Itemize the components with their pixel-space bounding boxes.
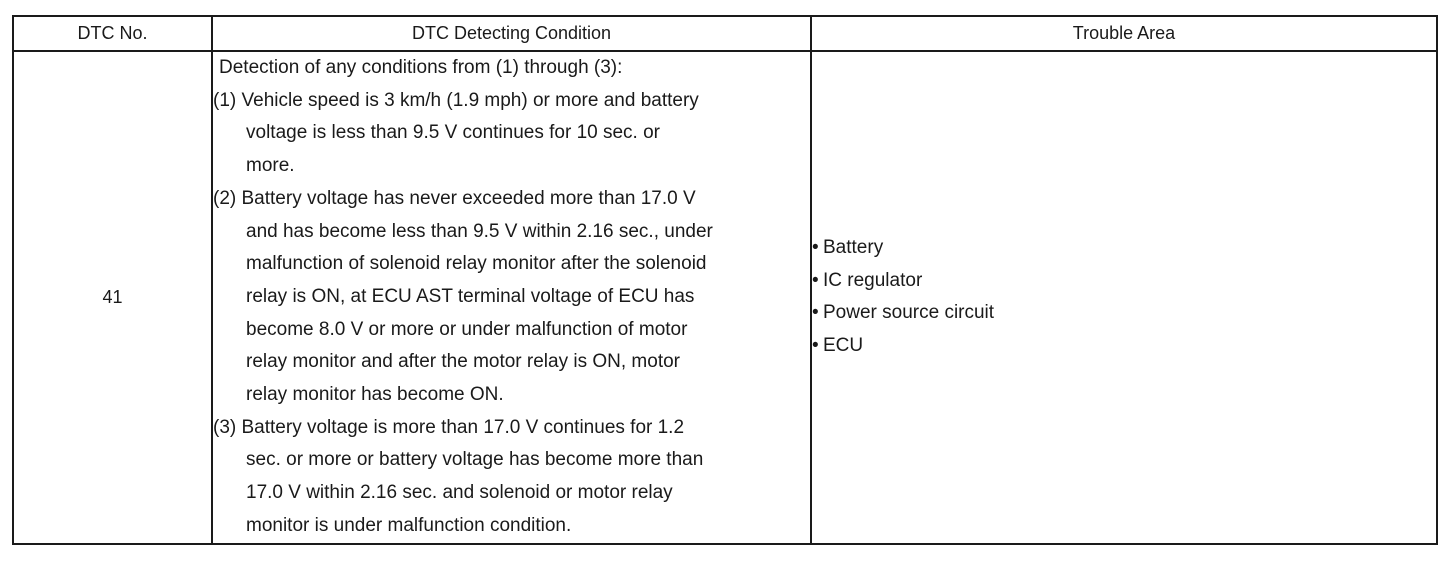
- condition-intro: Detection of any conditions from (1) through (3):: [219, 57, 623, 78]
- trouble-area-label: IC regulator: [823, 269, 923, 291]
- header-row: [13, 16, 1437, 51]
- trouble-area-item: [812, 265, 1436, 298]
- detecting-condition: [212, 51, 811, 544]
- condition-line: (2) Battery voltage has never exceeded more than 17.0 V: [213, 187, 696, 209]
- trouble-area-label: Power source circuit: [823, 302, 995, 324]
- condition-line: (3) Battery voltage is more than 17.0 V continues for 1.2: [213, 416, 685, 438]
- header-trouble-area: Trouble Area: [811, 16, 1437, 51]
- dtc-table: [12, 15, 1438, 545]
- header-detecting-condition: DTC Detecting Condition: [212, 16, 811, 51]
- table-row: [13, 51, 1437, 544]
- condition-line: (1) Vehicle speed is 3 km/h (1.9 mph) or more and battery: [213, 89, 699, 111]
- trouble-area-item: [812, 232, 1436, 265]
- trouble-area-item: [812, 330, 1436, 363]
- header-dtc-no: DTC No.: [13, 16, 212, 51]
- condition-line: sec. or more or battery voltage has become more than: [246, 449, 704, 471]
- condition-line: monitor is under malfunction condition.: [246, 514, 572, 536]
- bullet-icon: •: [812, 269, 819, 291]
- trouble-area-label: Battery: [823, 236, 884, 258]
- condition-line: and has become less than 9.5 V within 2.16 sec., under: [246, 220, 713, 242]
- bullet-icon: •: [812, 236, 819, 258]
- condition-line: malfunction of solenoid relay monitor after the solenoid: [246, 253, 707, 275]
- dtc-number: 41: [13, 51, 212, 544]
- condition-line: relay monitor and after the motor relay is ON, motor: [246, 351, 680, 373]
- condition-line: relay is ON, at ECU AST terminal voltage of ECU has: [246, 285, 695, 307]
- trouble-area-label: ECU: [823, 334, 864, 356]
- condition-line: 17.0 V within 2.16 sec. and solenoid or motor relay: [246, 482, 673, 504]
- bullet-icon: •: [812, 334, 819, 356]
- condition-line: relay monitor has become ON.: [246, 384, 504, 406]
- condition-line: become 8.0 V or more or under malfunction of motor: [246, 318, 688, 340]
- trouble-area-item: [812, 297, 1436, 330]
- condition-line: more.: [246, 155, 295, 177]
- condition-line: voltage is less than 9.5 V continues for 10 sec. or: [246, 122, 661, 144]
- bullet-icon: •: [812, 302, 819, 324]
- trouble-area: [811, 51, 1437, 544]
